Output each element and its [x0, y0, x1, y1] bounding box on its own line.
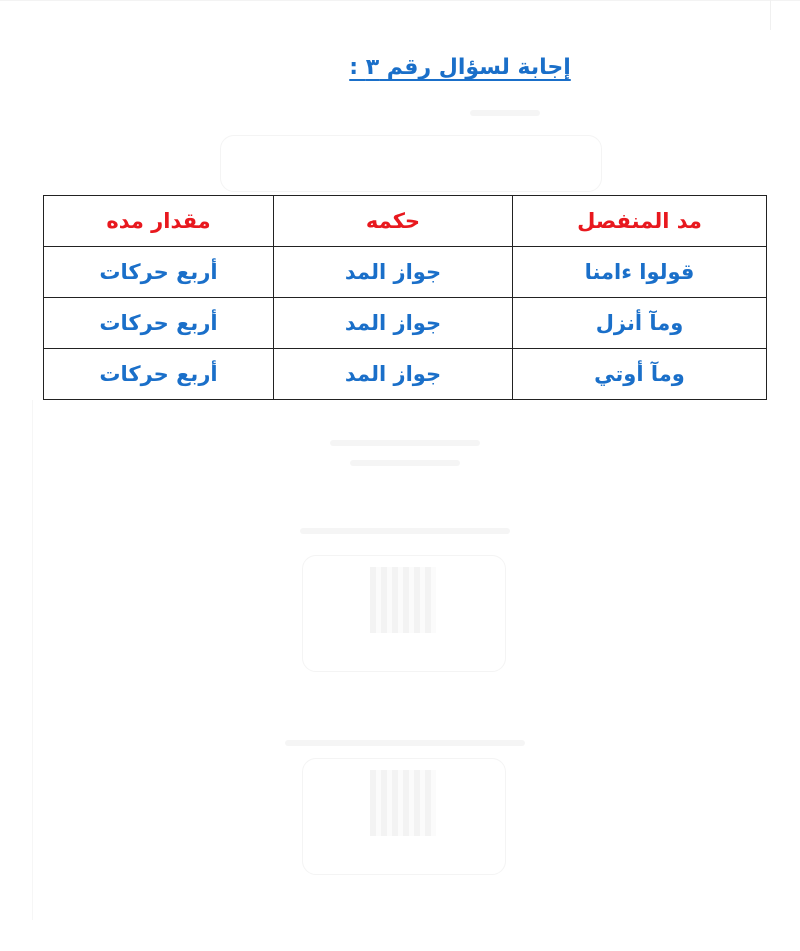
header-length: مقدار مده	[44, 196, 274, 247]
ghost-line	[300, 528, 510, 534]
table-row	[44, 349, 767, 400]
header-ruling: حكمه	[274, 196, 513, 247]
page-edge-right	[770, 0, 771, 30]
cell-word: ومآ أنزل	[513, 298, 767, 349]
page-edge-left	[32, 400, 33, 920]
table-header-row	[44, 196, 767, 247]
ghost-line	[350, 460, 460, 466]
ghost-line	[285, 740, 525, 746]
answer-heading-text: إجابة لسؤال رقم ٣ :	[349, 55, 571, 80]
ghost-qr-2	[370, 770, 436, 836]
cell-word: قولوا ءامنا	[513, 247, 767, 298]
ghost-qr-1	[370, 567, 436, 633]
page-edge-top	[0, 0, 800, 1]
ghost-line	[330, 440, 480, 446]
madd-table	[43, 195, 767, 400]
table-row	[44, 298, 767, 349]
cell-length: أربع حركات	[44, 247, 274, 298]
cell-ruling: جواز المد	[274, 349, 513, 400]
answer-heading	[0, 55, 800, 80]
cell-ruling: جواز المد	[274, 298, 513, 349]
cell-ruling: جواز المد	[274, 247, 513, 298]
header-madd-munfasil: مد المنفصل	[513, 196, 767, 247]
cell-word: ومآ أوتي	[513, 349, 767, 400]
ghost-box-top	[220, 135, 602, 192]
ghost-line	[470, 110, 540, 116]
cell-length: أربع حركات	[44, 298, 274, 349]
table-row	[44, 247, 767, 298]
cell-length: أربع حركات	[44, 349, 274, 400]
